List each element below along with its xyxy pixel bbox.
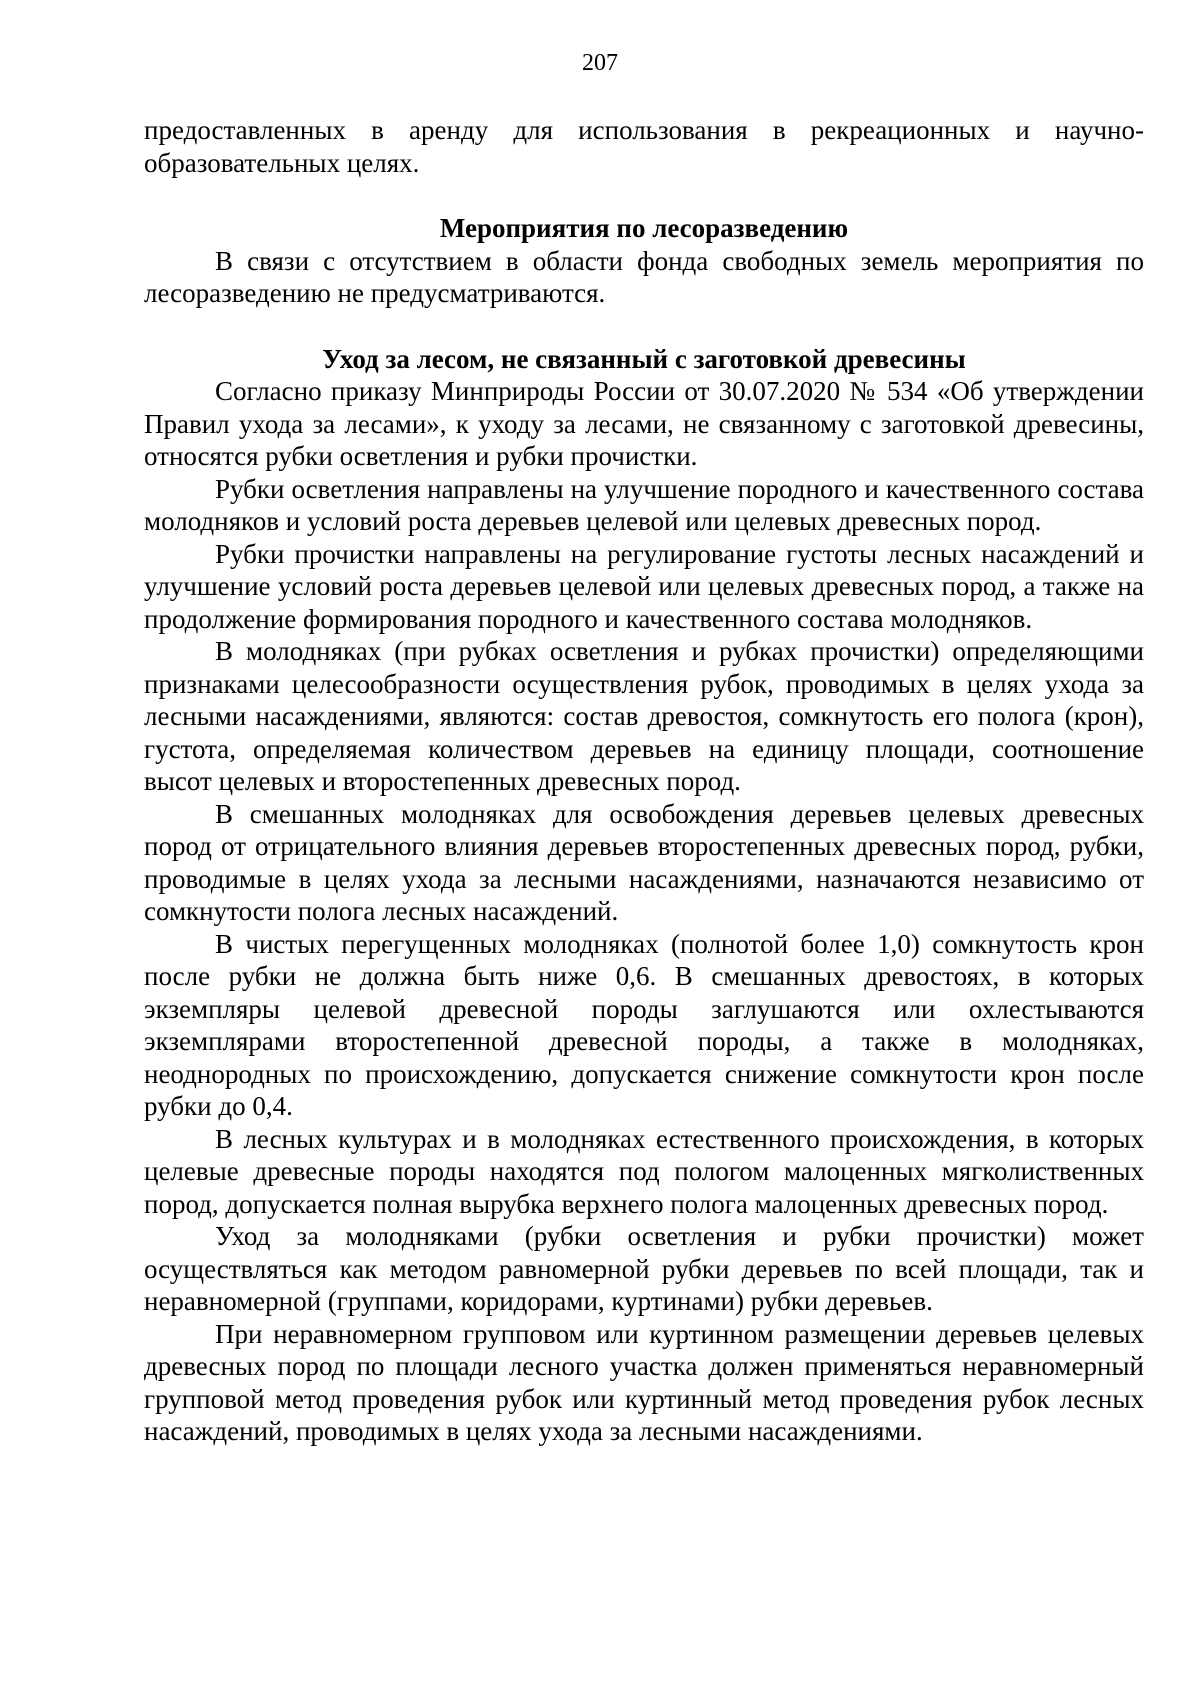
paragraph: В связи с отсутствием в области фонда свободных земель мероприятия по лесоразведению не предусматриваются. [144, 245, 1144, 308]
page-number: 207 [582, 50, 618, 76]
paragraph: В чистых перегущенных молодняках (полнотой более 1,0) сомкнутость крон после рубки не должна быть ниже 0,6. В смешанных древостоях, в которых экземпляры целевой древесной породы заглушаются или охлестываются экземплярами второстепенной древесной породы, а также в молодняках, неоднородных по происхождению, допускается снижение сомкнутости крон после рубки до 0,4. [144, 928, 1144, 1121]
paragraph: Уход за молодняками (рубки осветления и рубки прочистки) может осуществляться как методом равномерной рубки деревьев по всей площади, так и неравномерной (группами, коридорами, куртинами) рубки деревьев. [144, 1221, 1144, 1316]
paragraph: В смешанных молодняках для освобождения деревьев целевых древесных пород от отрицательного влияния деревьев второстепенных древесных пород, рубки, проводимые в целях ухода за лесными насаждениями, назначаются независимо от сомкнутости полога лесных насаждений. [144, 798, 1144, 926]
section-heading-afforestation: Мероприятия по лесоразведению [439, 213, 849, 243]
paragraph: В лесных культурах и в молодняках естественного происхождения, в которых целевые древесные породы находятся под пологом малоценных мягколиственных пород, допускается полная вырубка верхнего полога малоценных древесных пород. [144, 1123, 1144, 1219]
paragraph: В молодняках (при рубках осветления и рубках прочистки) определяющими признаками целесообразности осуществления рубок, проводимых в целях ухода за лесными насаждениями, являются: состав древостоя, сомкнутость его полога (крон), густота, определяемая количеством деревьев на единицу площади, соотношение высот целевых и второстепенных древесных пород. [144, 636, 1144, 796]
paragraph: Согласно приказу Минприроды России от 30.07.2020 № 534 «Об утверждении Правил ухода за лесами», к уходу за лесами, не связанному с заготовкой древесины, относятся рубки осветления и рубки прочистки. [144, 376, 1144, 471]
paragraph: При неравномерном групповом или куртинном размещении деревьев целевых древесных пород по площади лесного участка должен применяться неравномерный групповой метод проведения рубок или куртинный метод проведения рубок лесных насаждений, проводимых в целях ухода за лесными насаждениями. [144, 1318, 1144, 1446]
intro-paragraph: предоставленных в аренду для использования в рекреационных и научно-образовательных целях. [144, 115, 1144, 178]
section-heading-forest-care: Уход за лесом, не связанный с заготовкой древесины [322, 343, 966, 374]
paragraph: Рубки прочистки направлены на регулирование густоты лесных насаждений и улучшение условий роста деревьев целевой или целевых древесных пород, а также на продолжение формирования породного и качественного состава молодняков. [144, 538, 1144, 634]
paragraph: Рубки осветления направлены на улучшение породного и качественного состава молодняков и условий роста деревьев целевой или целевых древесных пород. [144, 473, 1144, 536]
document-body [144, 114, 1144, 1448]
